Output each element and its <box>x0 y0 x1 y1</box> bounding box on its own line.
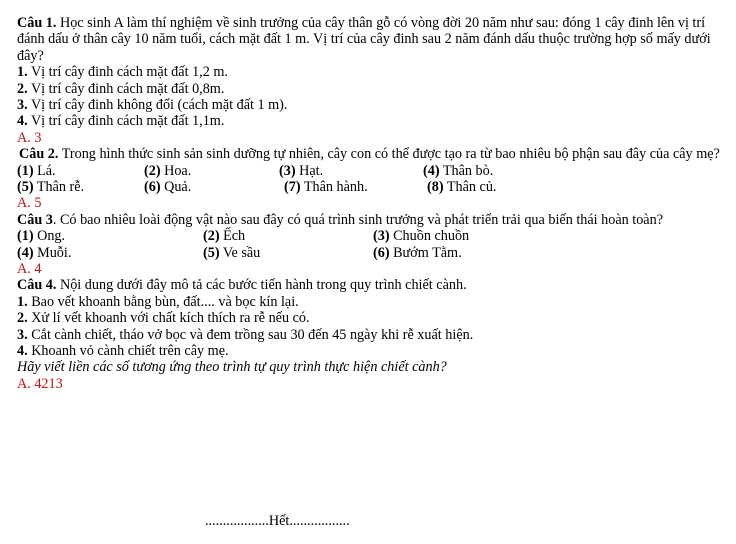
option-item: (5) Ve sầu <box>203 244 261 261</box>
question-1 <box>17 15 723 64</box>
option-number: 2. <box>17 80 28 97</box>
question-1-option <box>17 113 723 129</box>
option-number: 4. <box>17 113 28 130</box>
question-4-answer: A. 4213 <box>17 375 63 392</box>
question-3-text: . Có bao nhiêu loài động vật nào sau đây có quá trình sinh trưởng và phát triển trải qua biến thái hoàn toàn? <box>52 211 663 228</box>
option-item: (8) Thân củ. <box>427 179 497 196</box>
option-number: 3. <box>17 97 28 114</box>
question-2-label: Câu 2. <box>19 146 59 163</box>
option-item: (5) Thân rễ. <box>17 179 85 196</box>
option-item: (2) Hoa. <box>144 162 192 179</box>
question-1-text: Học sinh A làm thí nghiệm về sinh trưởng của cây thân gỗ có vòng đời 20 năm như sau: đóng 1 cây đinh lên vị trí đánh dấu ở thân cây 10 năm tuổi, cách mặt đất 1 m. Vị trí của cây đinh sau 2 năm đánh dấu thuộc trường hợp số mấy dưới đây? <box>17 15 711 64</box>
question-4-step: 3. Cắt cành chiết, tháo vở bọc và đem trồng sau 30 đến 45 ngày khi rễ xuất hiện. <box>17 326 474 343</box>
option-number: 1. <box>17 64 28 81</box>
option-item: (1) Ong. <box>17 228 66 245</box>
question-4-step: 2. Xử lí vết khoanh với chất kích thích ra rễ nếu có. <box>17 310 310 327</box>
option-item: (7) Thân hành. <box>284 179 368 196</box>
question-2-text: Trong hình thức sinh sản sinh dưỡng tự nhiên, cây con có thể được tạo ra từ bao nhiêu bộ phận sau đây của cây mẹ? <box>61 146 720 163</box>
question-4-prompt: Hãy viết liền các số tương ứng theo trình tự quy trình thực hiện chiết cành? <box>17 359 447 376</box>
question-4-step: 1. Bao vết khoanh bằng bùn, đất.... và bọc kín lại. <box>17 293 299 310</box>
option-item: (6) Bướm Tằm. <box>373 244 462 261</box>
question-1-label: Câu 1. <box>17 15 57 31</box>
question-4-step: 4. Khoanh vỏ cành chiết trên cây mẹ. <box>17 343 229 360</box>
option-item: (1) Lá. <box>17 162 56 179</box>
option-text: Vị trí cây đinh cách mặt đất 0,8m. <box>30 80 225 97</box>
end-marker: ..................Hết................. <box>205 513 350 529</box>
question-2-options-row-2 <box>17 179 723 195</box>
question-3-answer: A. 4 <box>17 261 42 278</box>
document-page <box>17 15 723 392</box>
option-item: (2) Ếch <box>203 228 246 245</box>
question-2 <box>17 146 723 162</box>
question-1-option <box>17 97 723 113</box>
option-item: (3) Hạt. <box>279 162 324 179</box>
question-2-options-row-1 <box>17 163 723 179</box>
question-1-answer: A. 3 <box>17 129 42 146</box>
question-3-options-row-2 <box>17 245 723 261</box>
question-1-option <box>17 81 723 97</box>
question-3-label: Câu 3 <box>17 211 53 228</box>
option-item: (4) Thân bò. <box>423 162 494 179</box>
question-1-option <box>17 64 723 80</box>
option-item: (3) Chuồn chuồn <box>373 228 470 245</box>
option-text: Vị trí cây đinh cách mặt đất 1,2 m. <box>30 64 228 81</box>
option-item: (6) Quả. <box>144 179 192 196</box>
question-4-text: Nội dung dưới đây mô tả các bước tiến hành trong quy trình chiết cành. <box>59 277 467 294</box>
question-3 <box>17 212 723 228</box>
option-text: Vị trí cây đinh không đổi (cách mặt đất 1 m). <box>30 97 288 114</box>
question-4 <box>17 277 723 293</box>
question-4-label: Câu 4. <box>17 277 57 294</box>
question-3-options-row-1 <box>17 228 723 244</box>
option-text: Vị trí cây đinh cách mặt đất 1,1m. <box>30 113 225 130</box>
option-item: (4) Muỗi. <box>17 244 72 261</box>
question-2-answer: A. 5 <box>17 195 42 212</box>
